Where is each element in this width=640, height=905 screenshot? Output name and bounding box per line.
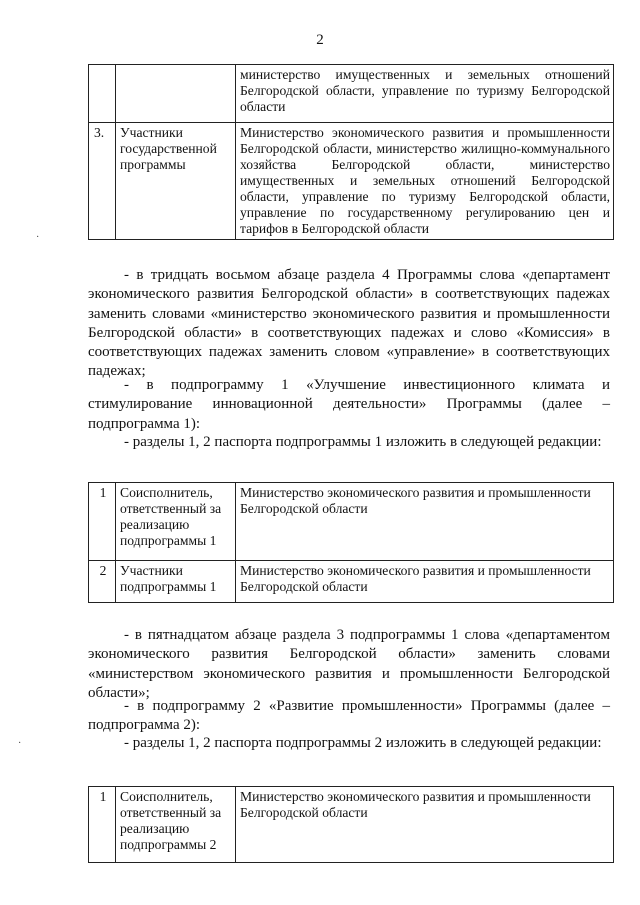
table-row [89, 123, 614, 240]
table-row [89, 787, 614, 863]
row-description-cell: Министерство экономического развития и промышленности Белгородской области [236, 787, 614, 863]
subprogram1-passport-table [88, 482, 614, 603]
row-number-cell: 1 [89, 787, 116, 863]
paragraph-amendment-section4: - в тридцать восьмом абзаце раздела 4 Программы слова «департамент экономического развития Белгородской области» в соответствующих падежах заменить словами «министерство экономического развития и промышленности Белгородской области» в соответствующих падежах и слово «Комиссия» в соответствующих падежах заменить словом «управление» в соответствующих падежах; [88, 267, 610, 380]
table-row [89, 483, 614, 561]
scan-speck: · [36, 232, 40, 243]
row-description-cell: Министерство экономического развития и промышленности Белгородской области [236, 561, 614, 603]
row-description-cell: Министерство экономического развития и промышленности Белгородской области, министерство жилищно-коммунального хозяйства Белгородской области, министерство имущественных и земельных отношений Белгородской области, управление по туризму Белгородской области, управление по государственному регулированию цен и тарифов в Белгородской области [236, 123, 614, 240]
row-number-cell: 2 [89, 561, 116, 603]
paragraph-subprogram2-passport: - разделы 1, 2 паспорта подпрограммы 2 изложить в следующей редакции: [124, 735, 602, 751]
page-number: 2 [316, 32, 324, 48]
row-name-cell: Соисполнитель, ответственный за реализацию подпрограммы 1 [116, 483, 236, 561]
scan-speck: · [18, 738, 22, 749]
row-number-cell: 3. [89, 123, 116, 240]
paragraph-subprogram2-intro: - в подпрограмму 2 «Развитие промышленности» Программы (далее – подпрограмма 2): [88, 698, 610, 734]
row-name-cell: Соисполнитель, ответственный за реализацию подпрограммы 2 [116, 787, 236, 863]
subprogram2-passport-table [88, 786, 614, 863]
paragraph-subprogram1-intro: - в подпрограмму 1 «Улучшение инвестиционного климата и стимулирование инновационной деятельности» Программы (далее – подпрограмма 1): [88, 377, 610, 432]
table-row [89, 65, 614, 123]
program-passport-table [88, 64, 614, 240]
paragraph-amendment-section3: - в пятнадцатом абзаце раздела 3 подпрограммы 1 слова «департаментом экономического развития Белгородской области» заменить словами «министерством экономического развития и промышленности Белгородской области»; [88, 627, 610, 701]
row-name-cell: Участники государственной программы [116, 123, 236, 240]
paragraph-subprogram1-passport: - разделы 1, 2 паспорта подпрограммы 1 изложить в следующей редакции: [124, 434, 602, 450]
table-row [89, 561, 614, 603]
row-description-cell: министерство имущественных и земельных отношений Белгородской области, управление по туризму Белгородской области [236, 65, 614, 123]
row-description-cell: Министерство экономического развития и промышленности Белгородской области [236, 483, 614, 561]
row-name-cell: Участники подпрограммы 1 [116, 561, 236, 603]
row-number-cell: 1 [89, 483, 116, 561]
row-name-cell [116, 65, 236, 123]
row-number-cell [89, 65, 116, 123]
